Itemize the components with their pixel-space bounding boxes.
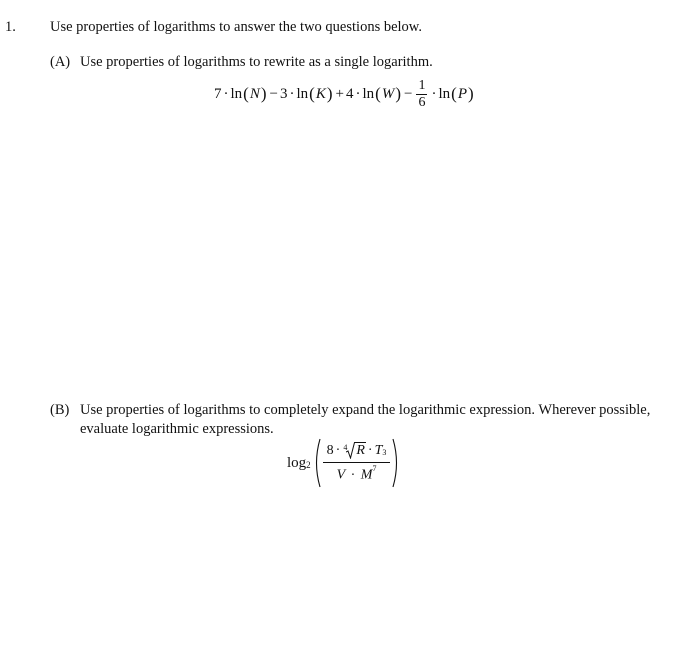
problem-intro: Use properties of logarithms to answer the two questions below. [50,19,422,35]
fraction-denominator: 6 [418,94,426,110]
problem-number: 1. [5,19,16,35]
multiply-dot: · [355,85,361,102]
big-open-paren [313,438,321,488]
open-paren: ( [243,84,249,103]
part-b-label: (B) [50,402,70,418]
exponent-m: 7 [372,464,377,474]
coefficient: 7 [214,85,222,102]
radicand: R [356,443,365,459]
coefficient: 3 [280,85,288,102]
radical-icon [346,442,355,459]
multiply-dot: · [350,467,356,483]
part-b-formula [287,437,402,489]
multiply-dot: · [335,443,341,459]
part-b-instruction-line2: evaluate logarithmic expressions. [80,421,274,437]
close-paren: ) [395,84,402,103]
exponent-t: 3 [382,448,387,458]
operator: − [404,85,413,102]
operator: − [269,85,278,102]
open-paren: ( [309,84,315,103]
ln-function: ln [362,85,375,102]
part-a-label: (A) [50,54,71,70]
log-argument-fraction [323,442,391,484]
root-index: 4 [343,443,348,453]
multiply-dot: · [289,85,295,102]
fraction [416,78,427,111]
log-base: 2 [306,460,311,470]
multiply-dot: · [431,85,437,102]
fraction-numerator [323,442,391,462]
multiply-dot: · [367,443,373,459]
variable-t: T [374,443,383,459]
variable: P [457,85,467,102]
open-paren: ( [451,84,457,103]
coefficient: 8 [326,443,334,459]
big-close-paren [392,438,400,488]
close-paren: ) [468,84,474,103]
part-a-instruction: Use properties of logarithms to rewrite as a single logarithm. [80,54,433,70]
open-paren: ( [375,84,381,103]
close-paren: ) [260,84,267,103]
ln-function: ln [230,85,243,102]
variable-v: V [336,467,346,483]
close-paren: ) [326,84,333,103]
operator: + [335,85,344,102]
variable-m: M [360,467,373,483]
ln-function: ln [438,85,451,102]
variable: W [381,85,395,102]
part-b-instruction-line1: Use properties of logarithms to completely expand the logarithmic expression. Wherever possible, [80,402,651,418]
log-function: log [287,454,307,471]
variable: N [249,85,260,102]
coefficient: 4 [346,85,354,102]
fraction-denominator [323,462,391,484]
multiply-dot: · [223,85,229,102]
variable: K [315,85,326,102]
part-a-formula [214,72,475,116]
ln-function: ln [296,85,309,102]
fraction-numerator: 1 [418,77,426,93]
